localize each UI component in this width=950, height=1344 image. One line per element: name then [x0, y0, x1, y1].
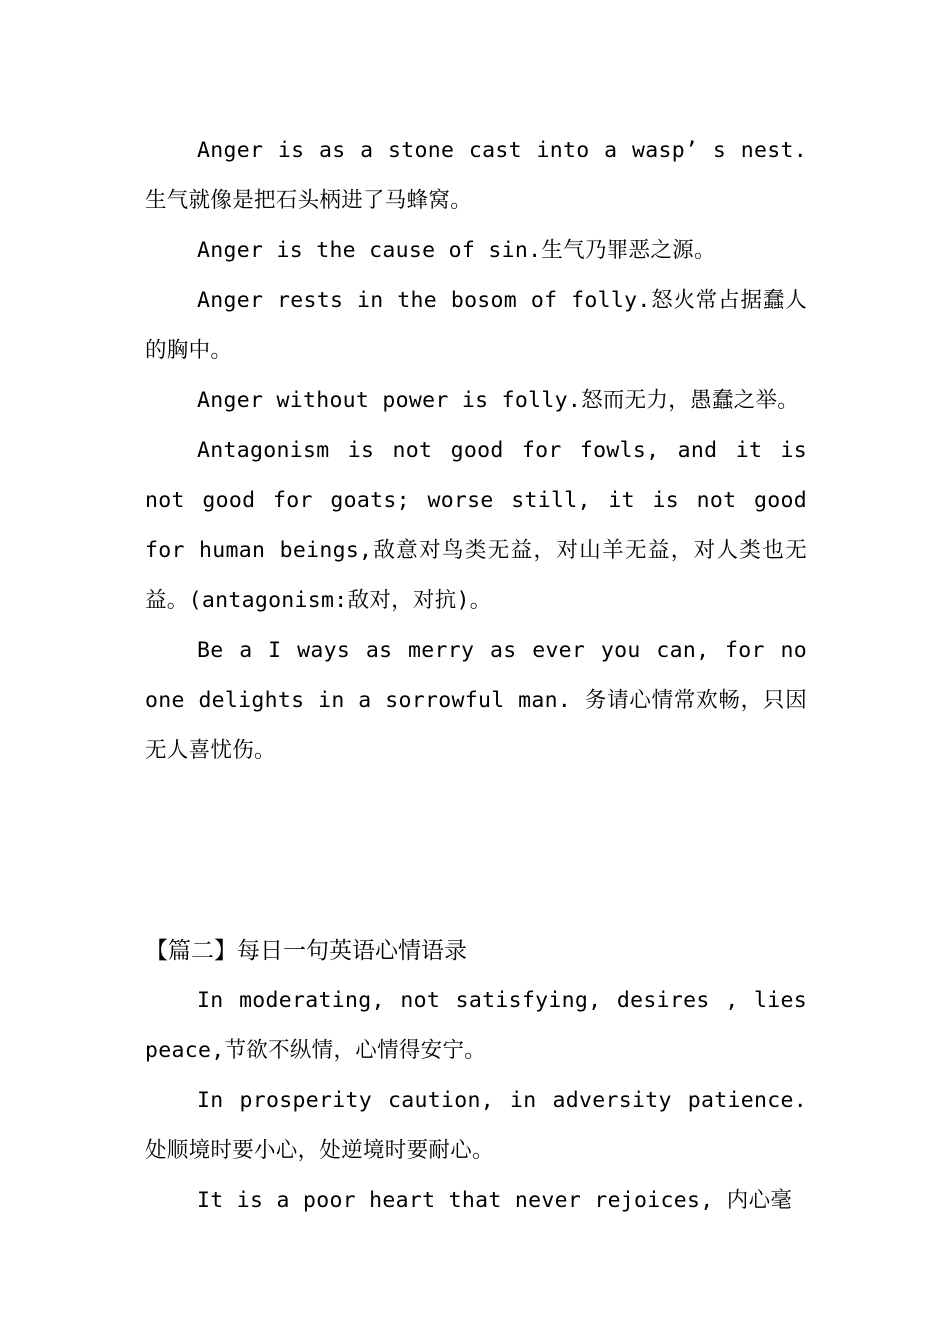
paragraph-be-merry: Be a I ways as merry as ever you can, for no one delights in a sorrowful man. 务请心情常欢畅，只因无人喜忧伤。	[145, 638, 807, 763]
document-page	[145, 126, 807, 1226]
paragraph-anger-wasp: Anger is as a stone cast into a wasp’ s nest.生气就像是把石头柄进了马蜂窝。	[145, 138, 807, 213]
paragraph-prosperity: In prosperity caution, in adversity patience.处顺境时要小心，处逆境时要耐心。	[145, 1088, 807, 1163]
section-gap	[145, 776, 807, 926]
paragraph-anger-power: Anger without power is folly.怒而无力，愚蠢之举。	[197, 388, 800, 413]
paragraph-anger-sin: Anger is the cause of sin.生气乃罪恶之源。	[197, 238, 716, 263]
paragraph-poor-heart: It is a poor heart that never rejoices, 内心毫	[197, 1188, 793, 1213]
paragraph-antagonism: Antagonism is not good for fowls, and it is not good for goats; worse still, it is not good for human beings,敌意对鸟类无益，对山羊无益，对人类也无益。(antagonism:敌对，对抗)。	[145, 438, 807, 613]
paragraph-moderating: In moderating, not satisfying, desires , lies peace,节欲不纵情，心情得安宁。	[145, 988, 807, 1063]
paragraph-anger-folly: Anger rests in the bosom of folly.怒火常占据蠢人的胸中。	[145, 288, 807, 363]
section-heading: 【篇二】每日一句英语心情语录	[145, 938, 467, 964]
